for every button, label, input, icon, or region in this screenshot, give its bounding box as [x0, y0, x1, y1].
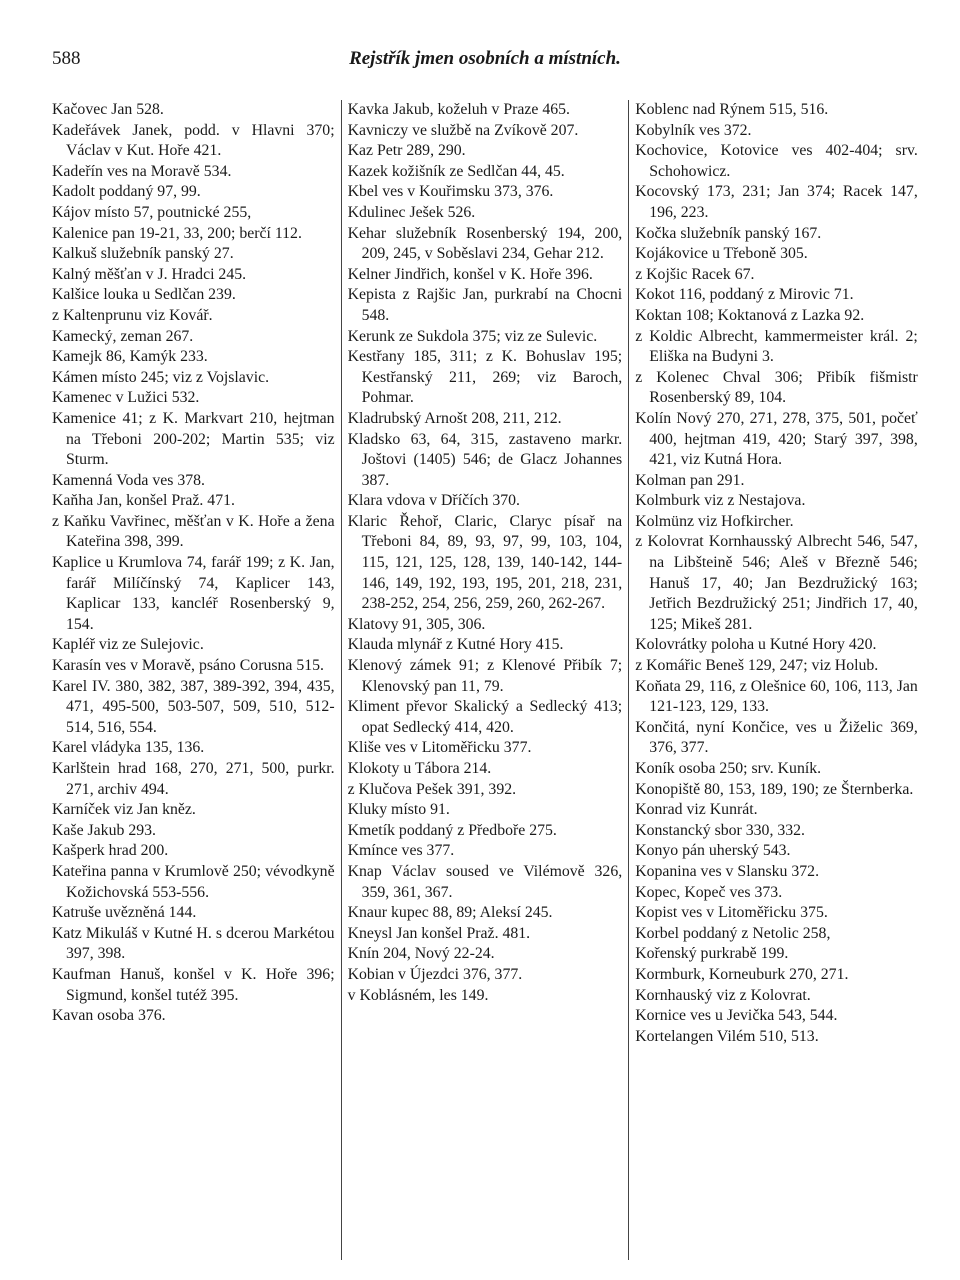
index-entry: z Komářic Beneš 129, 247; viz Holub. — [635, 657, 879, 675]
index-entry: Kolín Nový 270, 271, 278, 375, 501, počeť 400, hejtman 419, 420; Starý 397, 398, 421, viz Kutná Hora. — [635, 409, 918, 469]
index-entry: Karasín ves v Moravě, psáno Corusna 515. — [52, 657, 325, 675]
index-entry: Kehar služebník Rosenberský 194, 200, 209, 245, v Soběslavi 234, Gehar 212. — [347, 224, 623, 263]
index-entry: Kliše ves v Litoměřicku 377. — [347, 739, 532, 757]
index-entry: Kapléř viz ze Sulejovic. — [52, 636, 204, 654]
index-entry: Kerunk ze Sukdola 375; viz ze Sulevic. — [347, 327, 598, 345]
index-entry: v Koblásném, les 149. — [347, 986, 489, 1004]
index-entry: Klenový zámek 91; z Klenové Přibík 7; Klenovský pan 11, 79. — [347, 657, 623, 695]
index-entry: Kelner Jindřich, konšel v K. Hoře 396. — [347, 265, 593, 283]
index-entry: Kladsko 63, 64, 315, zastaveno markr. Joštovi (1405) 546; de Glacz Johannes 387. — [347, 430, 623, 489]
index-entry: Kadeřávek Janek, podd. v Hlavni 370; Václav v Kut. Hoře 421. — [52, 121, 335, 160]
index-entry: z Klučova Pešek 391, 392. — [347, 780, 517, 798]
index-entry: Kadolt poddaný 97, 99. — [52, 183, 201, 201]
index-entry: Kaz Petr 289, 290. — [347, 142, 466, 160]
index-entry: Kbel ves v Kouřimsku 373, 376. — [347, 183, 554, 201]
index-entry: z Kojšic Racek 67. — [635, 265, 755, 283]
index-entry: Kořenský purkrabě 199. — [635, 945, 789, 963]
index-entry: Karel IV. 380, 382, 387, 389-392, 394, 435, 471, 495-500, 503-507, 509, 510, 512-514, 516, 554. — [52, 677, 335, 736]
index-entry: Kopec, Kopeč ves 373. — [635, 883, 783, 901]
index-entry: Klauda mlynář z Kutné Hory 415. — [347, 636, 564, 654]
index-entry: Kalenice pan 19-21, 33, 200; berčí 112. — [52, 224, 302, 242]
index-entry: Kavan osoba 376. — [52, 1007, 166, 1025]
index-entry: Kamenec v Lužici 532. — [52, 389, 200, 407]
index-entry: Kolmburk viz z Nestajova. — [635, 492, 806, 510]
index-entry: Kašperk hrad 200. — [52, 842, 169, 860]
index-entry: Kočka služebník panský 167. — [635, 224, 822, 242]
index-entry: Kolmünz viz Hofkircher. — [635, 512, 794, 530]
index-entry: Korbel poddaný z Netolic 258, — [635, 924, 831, 942]
index-entry: Klaric Řehoř, Claric, Claryc písař na Třeboni 84, 89, 93, 97, 99, 103, 104, 115, 121, 125, 128, 139, 140-142, 144-146, 149, 192, 193, 195, 201, 218, 231, 238-252, 254, 256, 259, 260, 262-267. — [347, 512, 623, 613]
index-entry: Kliment převor Skalický a Sedlecký 413; opat Sedlecký 414, 420. — [347, 698, 623, 736]
index-entry: Kmínce ves 377. — [347, 842, 455, 860]
index-entry: Kadeřín ves na Moravě 534. — [52, 162, 232, 180]
index-entry: Kamenice 41; z K. Markvart 210, hejtman na Třeboni 200-202; Martin 535; viz Sturm. — [52, 409, 335, 469]
index-entry: Katruše uvězněná 144. — [52, 904, 197, 922]
index-entry: Konrad viz Kunrát. — [635, 801, 758, 819]
index-entry: Kolovrátky poloha u Kutné Hory 420. — [635, 636, 877, 654]
page-number: 588 — [52, 48, 81, 69]
index-entry: z Kaňku Vavřinec, měšťan v K. Hoře a žena Kateřina 398, 399. — [52, 512, 335, 551]
index-entry: Konstancký sbor 330, 332. — [635, 821, 805, 839]
index-entry: z Kolenec Chval 306; Přibík fišmistr Rosenberský 89, 104. — [635, 368, 918, 407]
index-column-1 — [52, 100, 341, 1260]
index-entry: Kamejk 86, Kamýk 233. — [52, 348, 208, 366]
index-entry: Klokoty u Tábora 214. — [347, 760, 492, 777]
index-entry: Knín 204, Nový 22-24. — [347, 945, 495, 963]
index-entry: Kamenná Voda ves 378. — [52, 471, 205, 489]
index-entry: Kormburk, Korneuburk 270, 271. — [635, 965, 849, 983]
page-header — [52, 48, 918, 76]
index-entry: Kateřina panna v Krumlově 250; vévodkyně Kožichovská 553-556. — [52, 862, 335, 901]
index-entry: Kepista z Rajšic Jan, purkrabí na Chocni 548. — [347, 286, 623, 324]
index-entry: Kaplice u Krumlova 74, farář 199; z K. Jan, farář Milíčínský 74, Kaplicer 143, Kaplicar 133, kancléř Rosenberský 9, 154. — [52, 554, 335, 633]
index-entry: Konyo pán uherský 543. — [635, 842, 791, 860]
index-entry: Kaňha Jan, konšel Praž. 471. — [52, 492, 235, 510]
index-entry: Kopist ves v Litoměřicku 375. — [635, 904, 828, 922]
index-entry: Kačovec Jan 528. — [52, 101, 164, 118]
index-column-2 — [341, 100, 630, 1260]
index-entry: Kocovský 173, 231; Jan 374; Racek 147, 196, 223. — [635, 183, 918, 221]
index-entry: Katz Mikuláš v Kutné H. s dcerou Markétou 397, 398. — [52, 924, 335, 963]
index-entry: Konopiště 80, 153, 189, 190; ze Šternberka. — [635, 780, 914, 798]
index-entry: Koňata 29, 116, z Olešnice 60, 106, 113, Jan 121-123, 129, 133. — [635, 677, 918, 716]
index-entry: Kestřany 185, 311; z K. Bohuslav 195; Kestřanský 211, 269; viz Baroch, Pohmar. — [347, 348, 623, 407]
index-entry: Kornhauský viz z Kolovrat. — [635, 986, 811, 1004]
index-entry: Kojákovice u Třeboně 305. — [635, 245, 808, 263]
index-entry: Klatovy 91, 305, 306. — [347, 615, 486, 633]
index-entry: Knap Václav soused ve Vilémově 326, 359, 361, 367. — [347, 862, 623, 901]
index-entry: Kalný měšťan v J. Hradci 245. — [52, 265, 247, 283]
index-entry: Kámen místo 245; viz z Vojslavic. — [52, 368, 270, 386]
index-entry: Kmetík poddaný z Předboře 275. — [347, 821, 557, 839]
index-entry: Karníček viz Jan kněz. — [52, 801, 196, 819]
index-entry: Koník osoba 250; srv. Kuník. — [635, 760, 822, 777]
index-entry: Karlštein hrad 168, 270, 271, 500, purkr. 271, archiv 494. — [52, 760, 335, 798]
index-entry: Kobylník ves 372. — [635, 121, 752, 139]
index-entry: Kokot 116, poddaný z Mirovic 71. — [635, 286, 854, 304]
index-entry: Kalšice louka u Sedlčan 239. — [52, 286, 236, 304]
index-entry: Končitá, nyní Končice, ves u Žiželic 369, 376, 377. — [635, 718, 918, 757]
index-entry: Kortelangen Vilém 510, 513. — [635, 1027, 819, 1045]
index-entry: Kavniczy ve službě na Zvíkově 207. — [347, 121, 579, 139]
running-title: Rejstřík jmen osobních a místních. — [349, 48, 621, 69]
index-entry: z Koldic Albrecht, kammermeister král. 2; Eliška na Budyni 3. — [635, 327, 918, 366]
index-entry: Kopanina ves v Slansku 372. — [635, 862, 820, 880]
index-entry: Kolman pan 291. — [635, 471, 745, 489]
index-entry: z Kolovrat Kornhausský Albrecht 546, 547, na Libšteině 546; Aleš v Březně 546; Hanuš 17, 40; Jan Bezdružický 163; Jetřich Bezdružický 251; Jindřich 17, 40, 125; Mikeš 281. — [635, 533, 918, 633]
index-column-3 — [629, 100, 918, 1260]
index-entry: Knaur kupec 88, 89; Aleksí 245. — [347, 904, 553, 922]
index-entry: Kornice ves u Jevička 543, 544. — [635, 1007, 838, 1025]
index-entry: Kladrubský Arnošt 208, 211, 212. — [347, 409, 562, 427]
index-entry: Kájov místo 57, poutnické 255, — [52, 203, 252, 221]
index-entry: Kalkuš služebník panský 27. — [52, 245, 234, 263]
index-entry: Klara vdova v Dříčích 370. — [347, 492, 520, 510]
index-entry: Kamecký, zeman 267. — [52, 327, 194, 345]
index-entry: Kdulinec Ješek 526. — [347, 203, 476, 221]
index-entry: Koblenc nad Rýnem 515, 516. — [635, 101, 829, 118]
index-entry: Kavka Jakub, koželuh v Praze 465. — [347, 101, 570, 118]
index-entry: Karel vládyka 135, 136. — [52, 739, 205, 757]
index-columns — [52, 100, 918, 1260]
index-entry: Kazek kožišník ze Sedlčan 44, 45. — [347, 162, 565, 180]
index-entry: Koktan 108; Koktanová z Lazka 92. — [635, 306, 865, 324]
index-entry: Kneysl Jan konšel Praž. 481. — [347, 924, 531, 942]
index-entry: Kluky místo 91. — [347, 801, 450, 819]
index-entry: Kobian v Újezdci 376, 377. — [347, 965, 523, 983]
index-entry: Kaše Jakub 293. — [52, 821, 156, 839]
index-entry: Kochovice, Kotovice ves 402-404; srv. Schohowicz. — [635, 142, 918, 180]
index-entry: Kaufman Hanuš, konšel v K. Hoře 396; Sigmund, konšel tutéž 395. — [52, 965, 335, 1004]
index-entry: z Kaltenprunu viz Kovář. — [52, 306, 213, 324]
